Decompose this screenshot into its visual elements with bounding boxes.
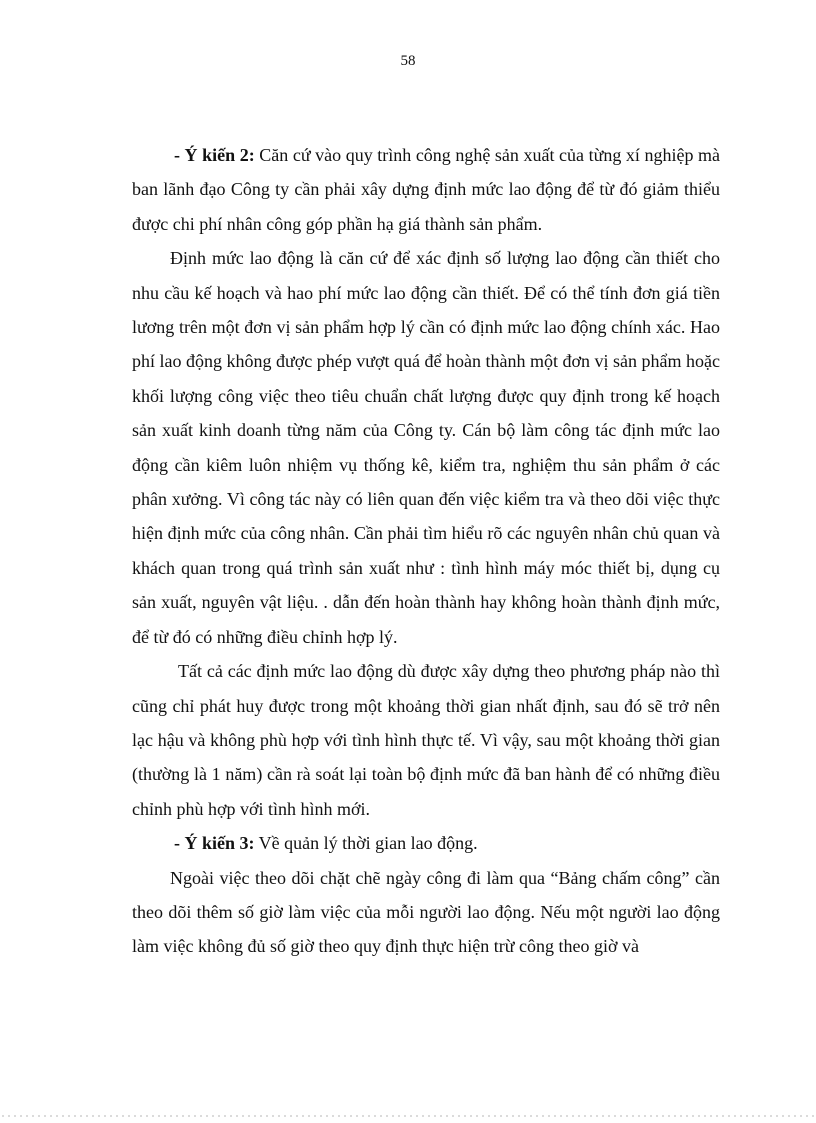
opinion-2-label: - Ý kiến 2: [174,145,255,165]
page-number: 58 [400,53,416,69]
opinion-3-text: Về quản lý thời gian lao động. [254,833,478,854]
paragraph-opinion-2 [132,138,720,241]
paragraph-norm-review: Tất cả các định mức lao động dù được xây dựng theo phương pháp nào thì cũng chỉ phát huy được trong một khoảng thời gian nhất định, sau đó sẽ trở nên lạc hậu và không phù hợp với tình hình thực tế. Vì vậy, sau một khoảng thời gian (thường là 1 năm) cần rà soát lại toàn bộ định mức đã ban hành để có những điều chỉnh phù hợp với tình hình mới. [132,661,720,819]
paragraph-opinion-3 [132,826,720,860]
page-bottom-border [0,1115,816,1117]
document-body [132,138,720,964]
opinion-3-label: - Ý kiến 3: [174,833,255,854]
opinion-2-text: Căn cứ vào quy trình công nghệ sản xuất của từng xí nghiệp mà ban lãnh đạo Công ty cần phải xây dựng định mức lao động để từ đó giảm thiểu được chi phí nhân công góp phần hạ giá thành sản phẩm. [132,145,721,234]
paragraph-time-tracking: Ngoài việc theo dõi chặt chẽ ngày công đi làm qua “Bảng chấm công” cần theo dõi thêm số giờ làm việc của mỗi người lao động. Nếu một người lao động làm việc không đủ số giờ theo quy định thực hiện trừ công theo giờ và [132,867,720,957]
paragraph-labor-norm: Định mức lao động là căn cứ để xác định số lượng lao động cần thiết cho nhu cầu kế hoạch và hao phí mức lao động cần thiết. Để có thể tính đơn giá tiền lương trên một đơn vị sản phẩm hợp lý cần có định mức lao động chính xác. Hao phí lao động không được phép vượt quá để hoàn thành một đơn vị sản phẩm hoặc khối lượng công việc theo tiêu chuẩn chất lượng được quy định trong kế hoạch sản xuất kinh doanh từng năm của Công ty. Cán bộ làm công tác định mức lao động cần kiêm luôn nhiệm vụ thống kê, kiểm tra, nghiệm thu sản phẩm ở các phân xưởng. Vì công tác này có liên quan đến việc kiểm tra và theo dõi việc thực hiện định mức của công nhân. Cần phải tìm hiểu rõ các nguyên nhân chủ quan và khách quan trong quá trình sản xuất như : tình hình máy móc thiết bị, dụng cụ sản xuất, nguyên vật liệu. . dẫn đến hoàn thành hay không hoàn thành định mức, để từ đó có những điều chỉnh hợp lý. [132,248,720,647]
